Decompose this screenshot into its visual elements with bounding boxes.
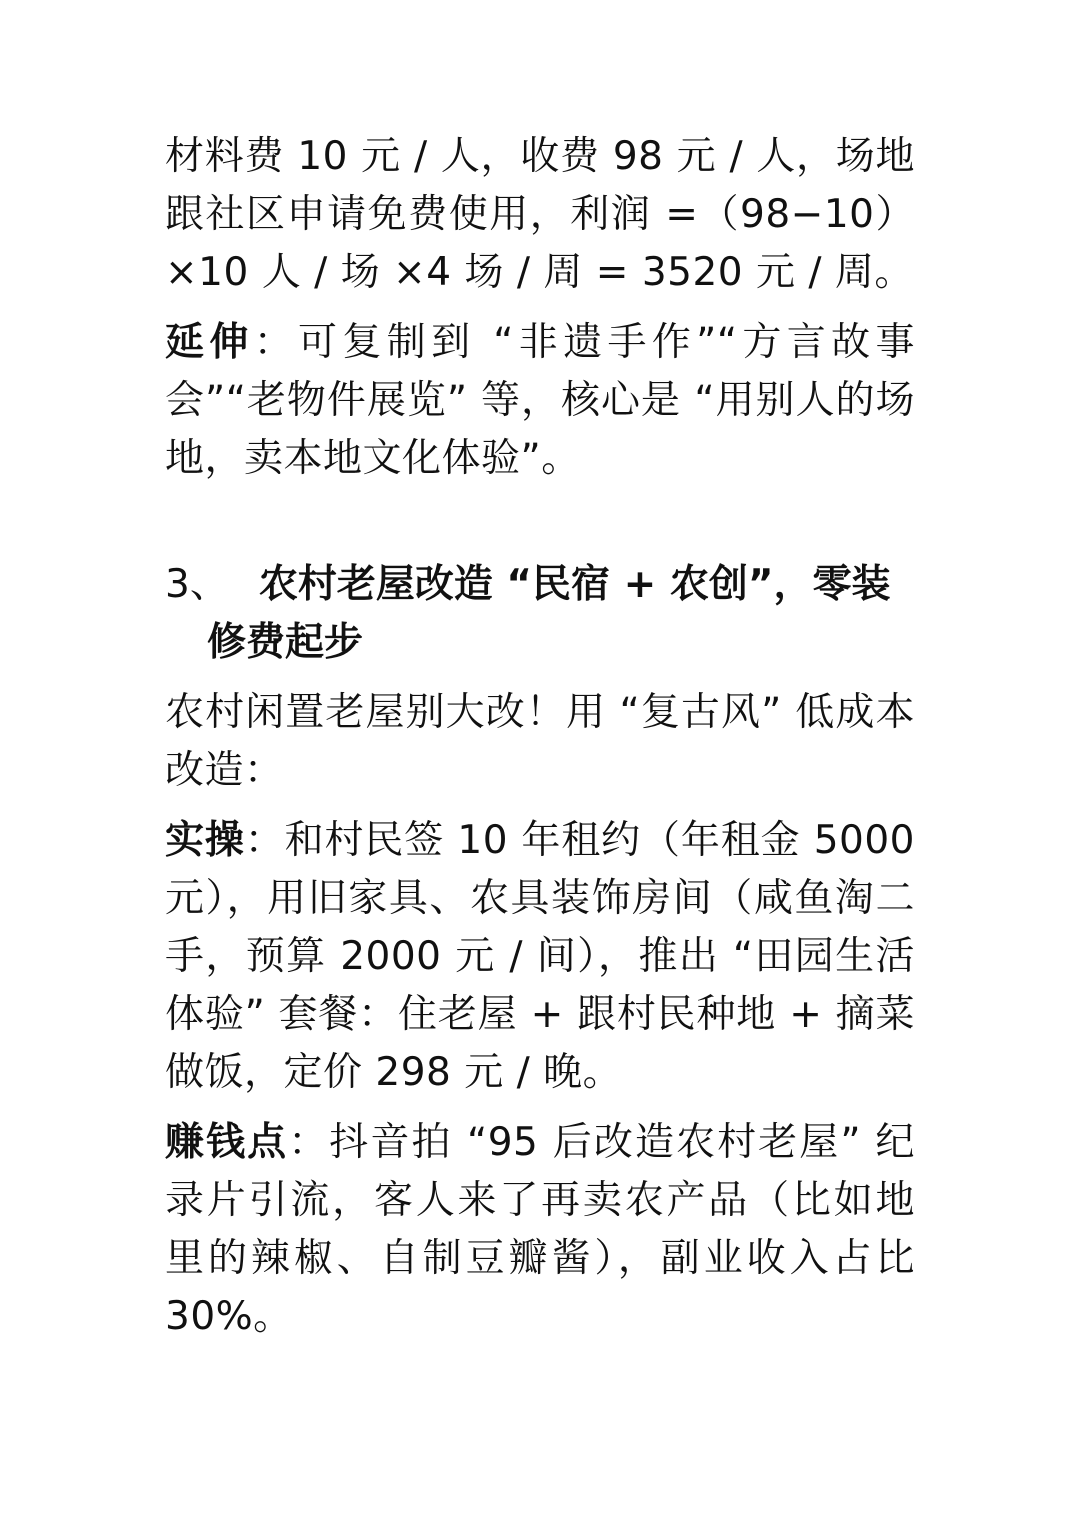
section-title: 农村老屋改造 “民宿 + 农创”，零装修费起步 [207, 562, 891, 665]
section-heading [165, 556, 915, 672]
profit-point-paragraph [165, 1114, 915, 1346]
practice-text: ：和村民签 10 年租约（年租金 5000 元），用旧家具、农具装饰房间（咸鱼淘二手，预算 2000 元 / 间），推出 “田园生活体验” 套餐：住老屋 + 跟村民种地 + 摘菜做饭，定价 298 元 / 晚。 [165, 818, 915, 1095]
extension-label: 延伸 [165, 320, 254, 365]
section-number: 3、 [165, 562, 229, 607]
extension-text: ：可复制到 “非遗手作”“方言故事会”“老物件展览” 等，核心是 “用别人的场地，卖本地文化体验”。 [165, 320, 915, 481]
profit-point-text: ：抖音拍 “95 后改造农村老屋” 纪录片引流，客人来了再卖农产品（比如地里的辣椒、自制豆瓣酱），副业收入占比 30%。 [165, 1120, 915, 1339]
profit-calculation-paragraph [165, 128, 915, 302]
extension-paragraph [165, 314, 915, 488]
document-page [165, 128, 915, 1358]
practice-label: 实操 [165, 818, 245, 863]
practice-paragraph [165, 812, 915, 1102]
profit-calculation-text: 材料费 10 元 / 人，收费 98 元 / 人，场地跟社区申请免费使用，利润 =（98−10）×10 人 / 场 ×4 场 / 周 = 3520 元 / 周。 [165, 134, 915, 295]
intro-text: 农村闲置老屋别大改！用 “复古风” 低成本改造： [165, 690, 915, 793]
profit-point-label: 赚钱点 [165, 1120, 289, 1165]
section-spacer [165, 500, 915, 556]
intro-paragraph [165, 684, 915, 800]
